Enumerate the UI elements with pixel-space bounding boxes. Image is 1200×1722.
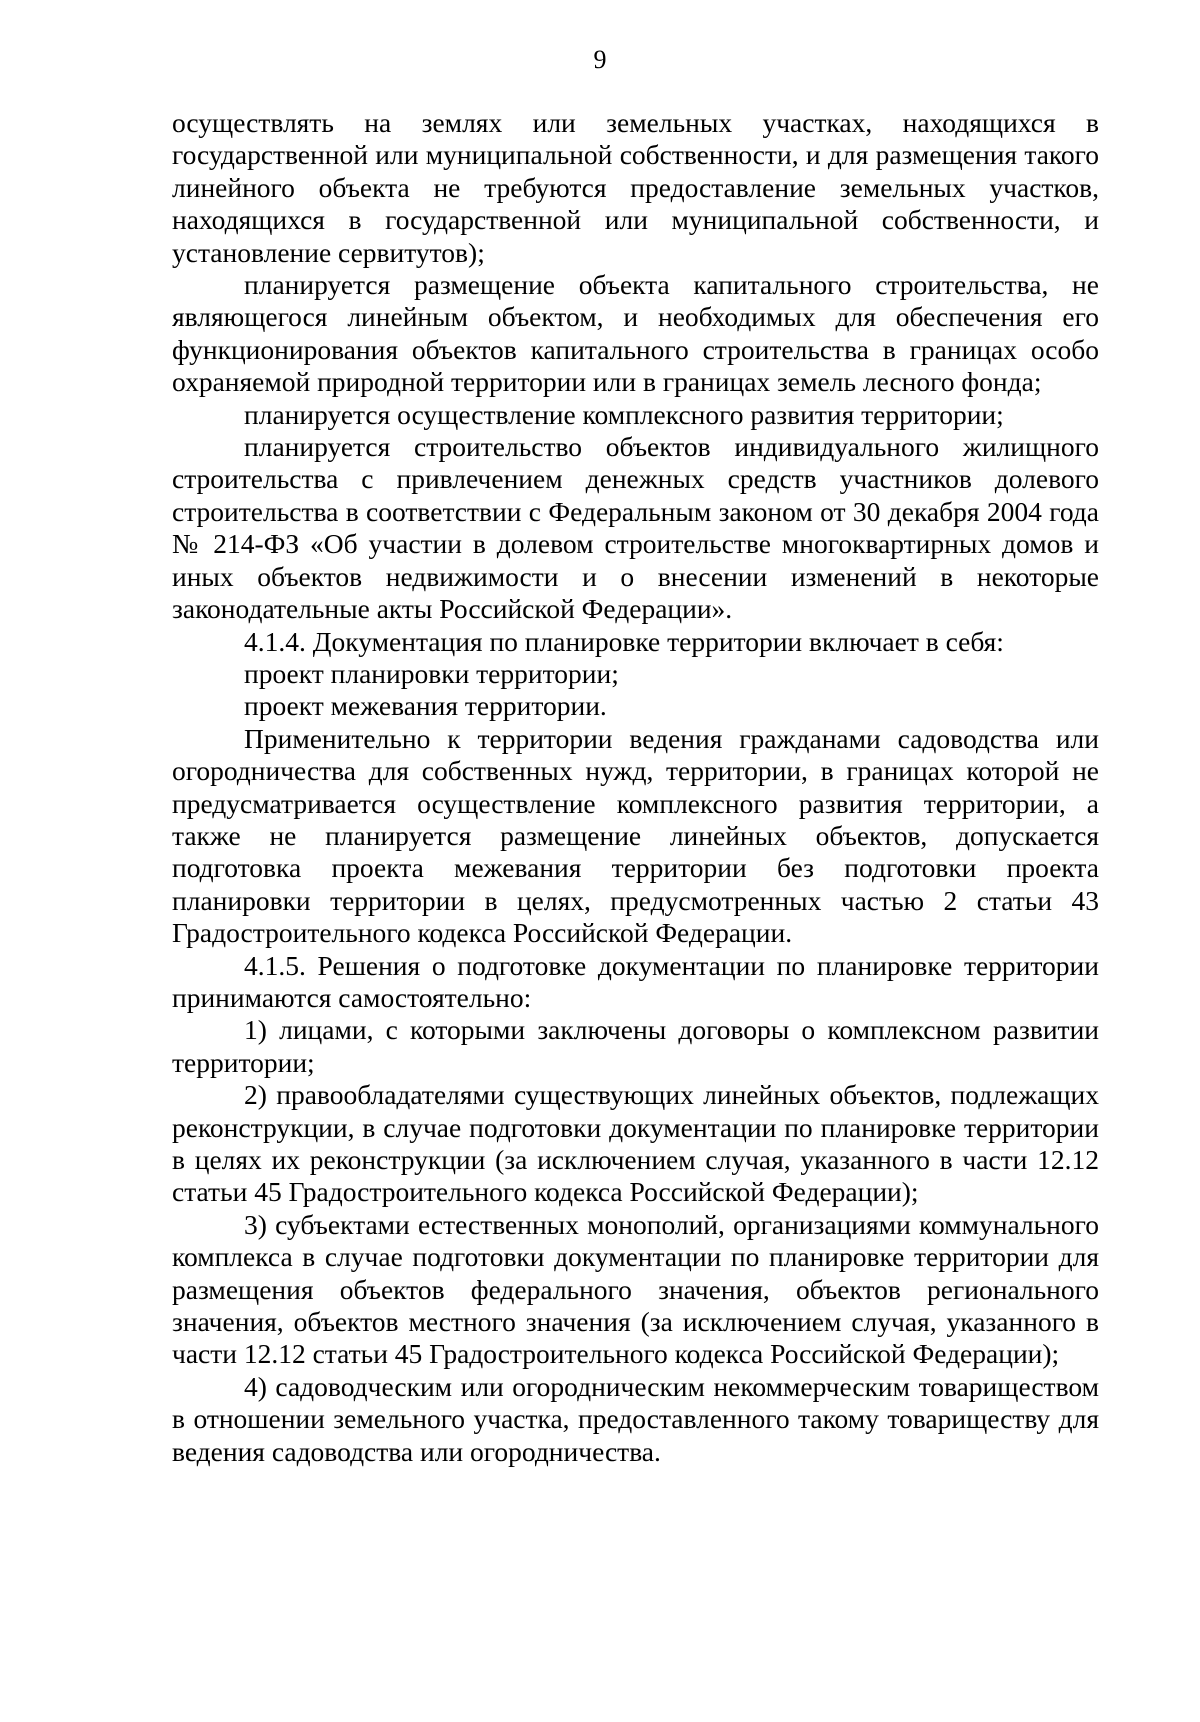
list-item-4: 4) садоводческим или огородническим некоммерческим товариществом в отношении земельного участка, предоставленного такому товариществу для ведения садоводства или огородничества. <box>172 1370 1099 1467</box>
paragraph-gardening-territory: Применительно к территории ведения гражданами садоводства или огородничества для собственных нужд, территории, в границах которой не предусматривается осуществление комплексного развития территории, а также не планируется размещение линейных объектов, допускается подготовка проекта межевания территории без подготовки проекта планировки территории в целях, предусмотренных частью 2 статьи 43 Градостроительного кодекса Российской Федерации. <box>172 722 1099 949</box>
paragraph-continuation: осуществлять на землях или земельных участках, находящихся в государственной или муниципальной собственности, и для размещения такого линейного объекта не требуются предоставление земельных участков, находящихся в государственной или муниципальной собственности, и установление сервитутов); <box>172 107 1099 268</box>
paragraph-complex-development: планируется осуществление комплексного развития территории; <box>244 398 1004 430</box>
paragraph-4-1-5: 4.1.5. Решения о подготовке документации по планировке территории принимаются самостоятельно: <box>172 949 1099 1013</box>
paragraph-linear-object: планируется размещение объекта капитального строительства, не являющегося линейным объектом, и необходимых для обеспечения его функционирования объектов капитального строительства в границах особо охраняемой природной территории или в границах земель лесного фонда; <box>172 269 1099 398</box>
list-item-surveying-project: проект межевания территории. <box>244 690 607 722</box>
document-body <box>172 107 1099 1468</box>
paragraph-4-1-4: 4.1.4. Документация по планировке территории включает в себя: <box>244 625 1004 657</box>
list-item-1: 1) лицами, с которыми заключены договоры о комплексном развитии территории; <box>172 1014 1099 1078</box>
list-item-2: 2) правообладателями существующих линейных объектов, подлежащих реконструкции, в случае подготовки документации по планировке территории в целях их реконструкции (за исключением случая, указанного в части 12.12 статьи 45 Градостроительного кодекса Российской Федерации); <box>172 1079 1099 1208</box>
paragraph-individual-housing: планируется строительство объектов индивидуального жилищного строительства с привлечением денежных средств участников долевого строительства в соответствии с Федеральным законом от 30 декабря 2004 года № 214-ФЗ «Об участии в долевом строительстве многоквартирных домов и иных объектов недвижимости и о внесении изменений в некоторые законодательные акты Российской Федерации». <box>172 431 1099 625</box>
list-item-planning-project: проект планировки территории; <box>244 657 619 689</box>
page-number: 9 <box>593 45 607 74</box>
list-item-3: 3) субъектами естественных монополий, организациями коммунального комплекса в случае подготовки документации по планировке территории для размещения объектов федерального значения, объектов регионального значения, объектов местного значения (за исключением случая, указанного в части 12.12 статьи 45 Градостроительного кодекса Российской Федерации); <box>172 1208 1099 1370</box>
